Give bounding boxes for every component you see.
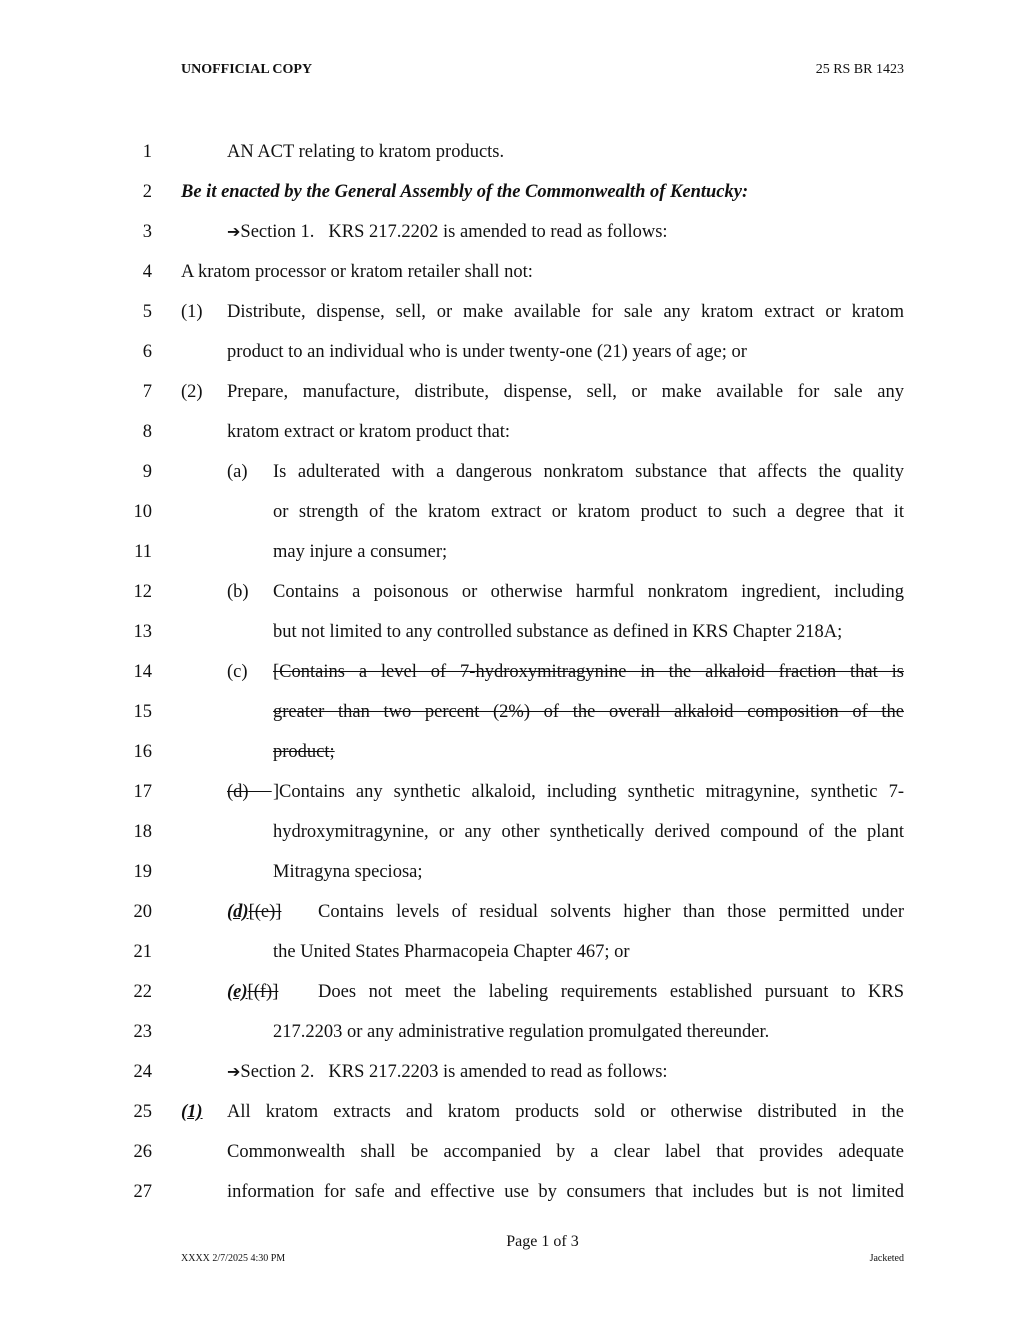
deleted-text: greater than two percent (2%) of the overall alkaloid composition of the [273,702,904,722]
line-number: 26 [133,1142,152,1162]
text-line [0,901,1024,941]
line-text: or strength of the kratom extract or kratom product to such a degree that it [273,502,904,522]
line-text: A kratom processor or kratom retailer shall not: [181,262,533,282]
line-number: 5 [142,302,152,322]
line-number: 20 [133,902,152,922]
text-line [0,861,1024,901]
line-number: 13 [133,622,152,642]
text-line [0,341,1024,381]
text-line [0,781,1024,821]
text-line [0,181,1024,221]
paragraph-label: (a) [227,462,248,482]
section-label: Section 1. [240,222,315,242]
text-line [0,501,1024,541]
text-line [0,301,1024,341]
text-line [0,1061,1024,1101]
line-number: 14 [133,662,152,682]
paragraph-label: (b) [227,582,249,602]
line-text: may injure a consumer; [273,542,448,562]
line-number: 3 [142,222,152,242]
text-line [0,381,1024,421]
line-number: 16 [133,742,152,762]
inserted-text: (e) [227,982,248,1002]
line-text: All kratom extracts and kratom products sold or otherwise distributed in the [227,1102,904,1122]
text-line [0,461,1024,501]
text-line [0,981,1024,1021]
line-number: 12 [133,582,152,602]
enacting-clause: Be it enacted by the General Assembly of the Commonwealth of Kentucky: [181,182,749,202]
arrow-right-icon: ➔ [227,222,241,241]
section-heading [227,1061,668,1083]
paragraph-label: (c) [227,662,248,682]
line-text: Prepare, manufacture, distribute, dispense, sell, or make available for sale any [227,382,904,402]
line-number: 6 [142,342,152,362]
line-text: Does not meet the labeling requirements established pursuant to KRS [318,982,904,1002]
line-number: 21 [133,942,152,962]
text-line [0,1141,1024,1181]
line-number: 22 [133,982,152,1002]
line-number: 10 [133,502,152,522]
subsection-label: (1) [181,302,203,322]
line-number: 24 [133,1062,152,1082]
text-line [0,701,1024,741]
deleted-text: [(e)] [248,902,282,922]
deleted-text: [Contains a level of 7-hydroxymitragynine in the alkaloid fraction that is [273,662,904,682]
line-text: Distribute, dispense, sell, or make available for sale any kratom extract or kratom [227,302,904,322]
line-text: information for safe and effective use by consumers that includes but is not limited [227,1182,904,1202]
line-number: 11 [134,542,152,562]
section-text: KRS 217.2203 is amended to read as follows: [328,1062,668,1082]
deleted-text: [(f)] [247,982,279,1002]
text-line [0,941,1024,981]
page-number: Page 1 of 3 [506,1233,579,1250]
line-number: 25 [133,1102,152,1122]
section-heading [227,221,668,243]
line-number: 8 [142,422,152,442]
text-line [0,1101,1024,1141]
amended-label [227,901,281,923]
line-number: 7 [142,382,152,402]
line-text: Mitragyna speciosa; [273,862,423,882]
line-text: the United States Pharmacopeia Chapter 467; or [273,942,630,962]
line-text: 217.2203 or any administrative regulation promulgated thereunder. [273,1022,770,1042]
line-text: Commonwealth shall be accompanied by a clear label that provides adequate [227,1142,904,1162]
line-number: 2 [142,182,152,202]
line-number: 23 [133,1022,152,1042]
text-line [0,621,1024,661]
text-line [0,741,1024,781]
line-number: 1 [142,142,152,162]
section-text: KRS 217.2202 is amended to read as follows: [328,222,668,242]
text-line [0,261,1024,301]
text-line [0,421,1024,461]
footer-date: XXXX 2/7/2025 4:30 PM [181,1253,286,1264]
text-line [0,661,1024,701]
inserted-text: (1) [181,1102,203,1122]
line-text: kratom extract or kratom product that: [227,422,511,442]
header-left: UNOFFICIAL COPY [181,62,313,77]
text-line [0,1181,1024,1221]
line-text: Contains levels of residual solvents higher than those permitted under [318,902,904,922]
amended-label [227,981,278,1003]
inserted-text: (d) [227,902,249,922]
text-line [0,821,1024,861]
arrow-right-icon: ➔ [227,1062,241,1081]
line-number: 9 [142,462,152,482]
deleted-text: product; [273,742,335,762]
deleted-label-text: (d) [227,782,249,802]
deleted-label [227,781,273,803]
line-number: 17 [133,782,152,802]
line-text: product to an individual who is under twenty-one (21) years of age; or [227,342,747,362]
line-number: 19 [133,862,152,882]
line-text: hydroxymitragynine, or any other synthetically derived compound of the plant [273,822,904,842]
text-line [0,221,1024,261]
section-label: Section 2. [240,1062,315,1082]
line-number: 27 [133,1182,152,1202]
line-number: 4 [142,262,152,282]
header-right: 25 RS BR 1423 [815,62,904,77]
text-line [0,141,1024,181]
subsection-label: (2) [181,382,203,402]
closing-bracket: ] [273,782,280,802]
text-line [0,581,1024,621]
line-number: 18 [133,822,152,842]
line-number: 15 [133,702,152,722]
line-text: but not limited to any controlled substance as defined in KRS Chapter 218A; [273,622,843,642]
line-text: AN ACT relating to kratom products. [227,142,505,162]
footer-status: Jacketed [869,1253,904,1264]
line-text: Is adulterated with a dangerous nonkratom substance that affects the quality [273,462,904,482]
text-line [0,541,1024,581]
text-line [0,1021,1024,1061]
line-text: Contains any synthetic alkaloid, including synthetic mitragynine, synthetic 7- [279,782,904,802]
line-text: Contains a poisonous or otherwise harmful nonkratom ingredient, including [273,582,904,602]
